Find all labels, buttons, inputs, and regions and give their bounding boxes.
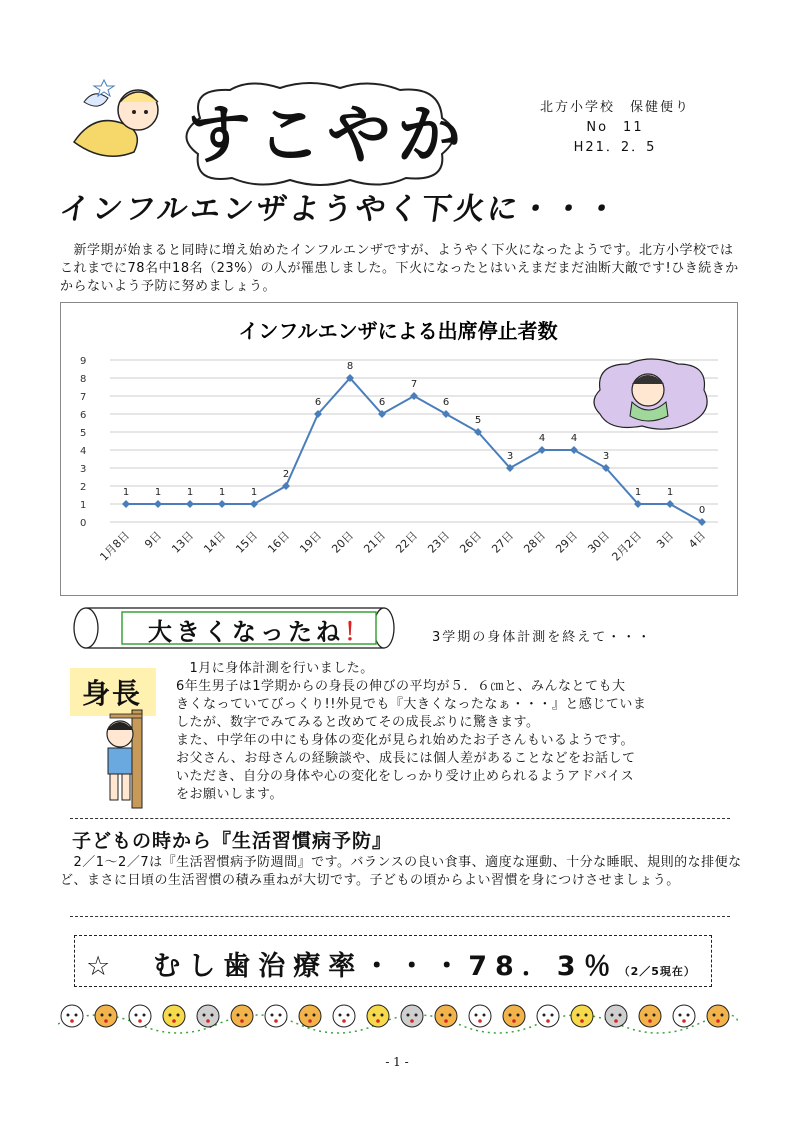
animal-eye: [75, 1014, 78, 1017]
data-label: 1: [634, 487, 642, 498]
x-tick-label: 27日: [489, 528, 517, 556]
issue-number: No 11: [586, 120, 644, 135]
school-info: [515, 98, 715, 158]
data-label: 1: [154, 487, 162, 498]
divider: [70, 818, 730, 819]
section3-title: 子どもの時から『生活習慣病予防』: [72, 830, 393, 852]
animal-face-icon: [435, 1005, 457, 1027]
animal-face-icon: [469, 1005, 491, 1027]
animal-eye: [313, 1014, 316, 1017]
data-point: [666, 500, 674, 508]
data-label: 1: [122, 487, 130, 498]
animal-nose: [342, 1019, 346, 1023]
section2-line: 6年生男子は1学期からの身長の伸びの平均が５．６㎝と、みんなとても大: [176, 679, 626, 694]
data-label: 5: [474, 415, 482, 426]
chart-title: インフルエンザによる出席停止者数: [238, 319, 558, 343]
animal-face-icon: [265, 1005, 287, 1027]
data-label: 8: [346, 361, 354, 372]
x-tick-label: 14日: [201, 528, 229, 556]
animal-face-icon: [95, 1005, 117, 1027]
animal-nose: [444, 1019, 448, 1023]
animal-eye: [619, 1014, 622, 1017]
banner-mark: ！: [344, 618, 372, 646]
dotted-garland: [58, 1015, 738, 1033]
animal-eye: [339, 1014, 342, 1017]
x-tick-label: 16日: [265, 528, 293, 556]
page-number: - 1 -: [385, 1055, 409, 1069]
animal-face-icon: [333, 1005, 355, 1027]
animal-face-icon: [197, 1005, 219, 1027]
animal-face-icon: [673, 1005, 695, 1027]
intro-paragraph: 新学期が始まると同時に増え始めたインフルエンザですが、ようやく下火になったようです。北方小学校ではこれまでに78名中18名（23%）の人が罹患しました。下火になったとはいえまだまだ油断大敵です!ひき続きかからないよう予防に努めましょう。: [60, 243, 739, 294]
height-label: 身長: [82, 677, 143, 710]
animal-nose: [274, 1019, 278, 1023]
animal-eye: [645, 1014, 648, 1017]
section3-paragraph: 2／1～2／7は『生活習慣病予防週間』です。バランスの良い食事、適度な運動、十分な睡眠、規則的な排便など、まさに日頃の生活習慣の積み重ねが大切です。子どもの頃からよい習慣を身につけさせましょう。: [60, 855, 742, 888]
x-tick-label: 9日: [142, 528, 165, 551]
animal-nose: [410, 1019, 414, 1023]
sleeping-baby-illustration: [588, 356, 714, 432]
animal-eye: [169, 1014, 172, 1017]
animal-face-icon: [639, 1005, 661, 1027]
animal-eye: [305, 1014, 308, 1017]
animal-face-icon: [707, 1005, 729, 1027]
animal-eye: [109, 1014, 112, 1017]
data-point: [186, 500, 194, 508]
data-label: 6: [442, 397, 450, 408]
banner-title: [148, 612, 372, 647]
y-tick-label: 3: [80, 464, 87, 475]
animal-face-icon: [299, 1005, 321, 1027]
animal-eye: [237, 1014, 240, 1017]
data-point: [122, 500, 130, 508]
animal-nose: [376, 1019, 380, 1023]
animal-eye: [653, 1014, 656, 1017]
animal-eye: [135, 1014, 138, 1017]
x-tick-label: 21日: [361, 528, 389, 556]
school-line: 北方小学校 保健便り: [539, 100, 690, 115]
animal-eye: [143, 1014, 146, 1017]
animal-nose: [478, 1019, 482, 1023]
x-tick-label: 23日: [425, 528, 453, 556]
data-label: 6: [314, 397, 322, 408]
data-point: [410, 392, 418, 400]
animal-eye: [713, 1014, 716, 1017]
animal-eye: [509, 1014, 512, 1017]
animal-face-icon: [571, 1005, 593, 1027]
y-tick-label: 7: [80, 392, 87, 403]
animal-eye: [687, 1014, 690, 1017]
data-point: [250, 500, 258, 508]
banner-title-text: 大きくなったね: [148, 618, 344, 646]
animal-eye: [721, 1014, 724, 1017]
fairy-illustration: [64, 72, 174, 164]
caries-rate: [86, 944, 696, 983]
animal-eye: [585, 1014, 588, 1017]
animal-eye: [441, 1014, 444, 1017]
section2-body: [176, 660, 742, 804]
data-point: [442, 410, 450, 418]
animal-face-icon: [129, 1005, 151, 1027]
x-tick-label: 4日: [686, 528, 709, 551]
data-point: [282, 482, 290, 490]
animal-eye: [543, 1014, 546, 1017]
data-point: [698, 518, 706, 526]
animal-face-icon: [537, 1005, 559, 1027]
animal-eye: [407, 1014, 410, 1017]
animal-eye: [245, 1014, 248, 1017]
data-label: 2: [282, 469, 290, 480]
animal-nose: [206, 1019, 210, 1023]
animal-eye: [203, 1014, 206, 1017]
animal-eye: [373, 1014, 376, 1017]
animal-face-icon: [61, 1005, 83, 1027]
caries-rate-text: ☆ むし歯治療率・・・78．3％: [86, 951, 619, 982]
caries-date-note: （2／5現在）: [618, 965, 696, 978]
y-tick-label: 0: [80, 518, 87, 529]
x-tick-label: 13日: [169, 528, 197, 556]
section2-line: きくなっていてびっくり!!外見でも『大きくなったなぁ・・・』と感じていま: [176, 697, 647, 712]
animal-eye: [415, 1014, 418, 1017]
data-point: [538, 446, 546, 454]
animal-nose: [172, 1019, 176, 1023]
y-tick-label: 8: [80, 374, 87, 385]
animal-eye: [347, 1014, 350, 1017]
animal-nose: [614, 1019, 618, 1023]
section2-subtitle: 3学期の身体計測を終えて・・・: [432, 630, 653, 645]
animal-face-icon: [163, 1005, 185, 1027]
data-point: [570, 446, 578, 454]
animal-border-decoration: [58, 996, 738, 1040]
x-tick-label: 26日: [457, 528, 485, 556]
data-label: 6: [378, 397, 386, 408]
animal-nose: [682, 1019, 686, 1023]
animal-face-icon: [605, 1005, 627, 1027]
section2-line: したが、数字でみてみると改めてその成長ぶりに驚きます。: [176, 715, 540, 730]
section2-line: お父さん、お母さんの経験談や、成長には個人差があることなどをお話して: [176, 751, 636, 766]
animal-eye: [517, 1014, 520, 1017]
animal-eye: [279, 1014, 282, 1017]
section2-line: をお願いします。: [176, 787, 283, 802]
y-tick-label: 9: [80, 356, 87, 367]
divider: [70, 916, 730, 917]
animal-nose: [546, 1019, 550, 1023]
x-tick-label: 2月2日: [609, 528, 645, 564]
data-label: 3: [506, 451, 514, 462]
y-tick-label: 1: [80, 500, 87, 511]
issue-date: H21．2．5: [573, 140, 657, 155]
newsletter-title: すこやか: [187, 99, 467, 173]
data-point: [218, 500, 226, 508]
main-headline: インフルエンザようやく下火に・・・: [57, 192, 622, 227]
animal-eye: [551, 1014, 554, 1017]
section2-line: いただき、自分の身体や心の変化をしっかり受け止められるようアドバイス: [176, 769, 635, 784]
animal-nose: [580, 1019, 584, 1023]
animal-eye: [577, 1014, 580, 1017]
data-point: [154, 500, 162, 508]
animal-eye: [449, 1014, 452, 1017]
animal-eye: [611, 1014, 614, 1017]
data-label: 1: [218, 487, 226, 498]
animal-eye: [271, 1014, 274, 1017]
animal-nose: [648, 1019, 652, 1023]
y-tick-label: 2: [80, 482, 87, 493]
y-tick-label: 4: [80, 446, 87, 457]
x-tick-label: 29日: [553, 528, 581, 556]
x-tick-label: 30日: [585, 528, 613, 556]
x-tick-label: 22日: [393, 528, 421, 556]
data-label: 3: [602, 451, 610, 462]
animal-face-icon: [367, 1005, 389, 1027]
animal-eye: [475, 1014, 478, 1017]
line-chart: [60, 302, 736, 594]
x-tick-label: 28日: [521, 528, 549, 556]
animal-face-icon: [503, 1005, 525, 1027]
animal-face-icon: [401, 1005, 423, 1027]
x-tick-label: 20日: [329, 528, 357, 556]
data-label: 1: [666, 487, 674, 498]
data-label: 7: [410, 379, 418, 390]
x-tick-label: 1月8日: [97, 528, 133, 564]
animal-nose: [104, 1019, 108, 1023]
animal-eye: [483, 1014, 486, 1017]
data-label: 0: [698, 505, 706, 516]
y-tick-label: 6: [80, 410, 87, 421]
animal-nose: [138, 1019, 142, 1023]
y-tick-label: 5: [80, 428, 87, 439]
x-tick-label: 3日: [654, 528, 677, 551]
data-label: 1: [250, 487, 258, 498]
section2-line: 1月に身体計測を行いました。: [176, 661, 374, 676]
animal-eye: [177, 1014, 180, 1017]
data-label: 1: [186, 487, 194, 498]
animal-face-icon: [231, 1005, 253, 1027]
animal-nose: [512, 1019, 516, 1023]
child-measuring-illustration: [92, 706, 162, 810]
x-tick-label: 19日: [297, 528, 325, 556]
animal-eye: [211, 1014, 214, 1017]
animal-nose: [308, 1019, 312, 1023]
animal-nose: [716, 1019, 720, 1023]
animal-nose: [70, 1019, 74, 1023]
animal-nose: [240, 1019, 244, 1023]
x-tick-label: 15日: [233, 528, 261, 556]
animal-eye: [67, 1014, 70, 1017]
data-label: 4: [570, 433, 578, 444]
animal-eye: [101, 1014, 104, 1017]
data-label: 4: [538, 433, 546, 444]
section2-line: また、中学年の中にも身体の変化が見られ始めたお子さんもいるようです。: [176, 733, 634, 748]
animal-eye: [679, 1014, 682, 1017]
animal-eye: [381, 1014, 384, 1017]
